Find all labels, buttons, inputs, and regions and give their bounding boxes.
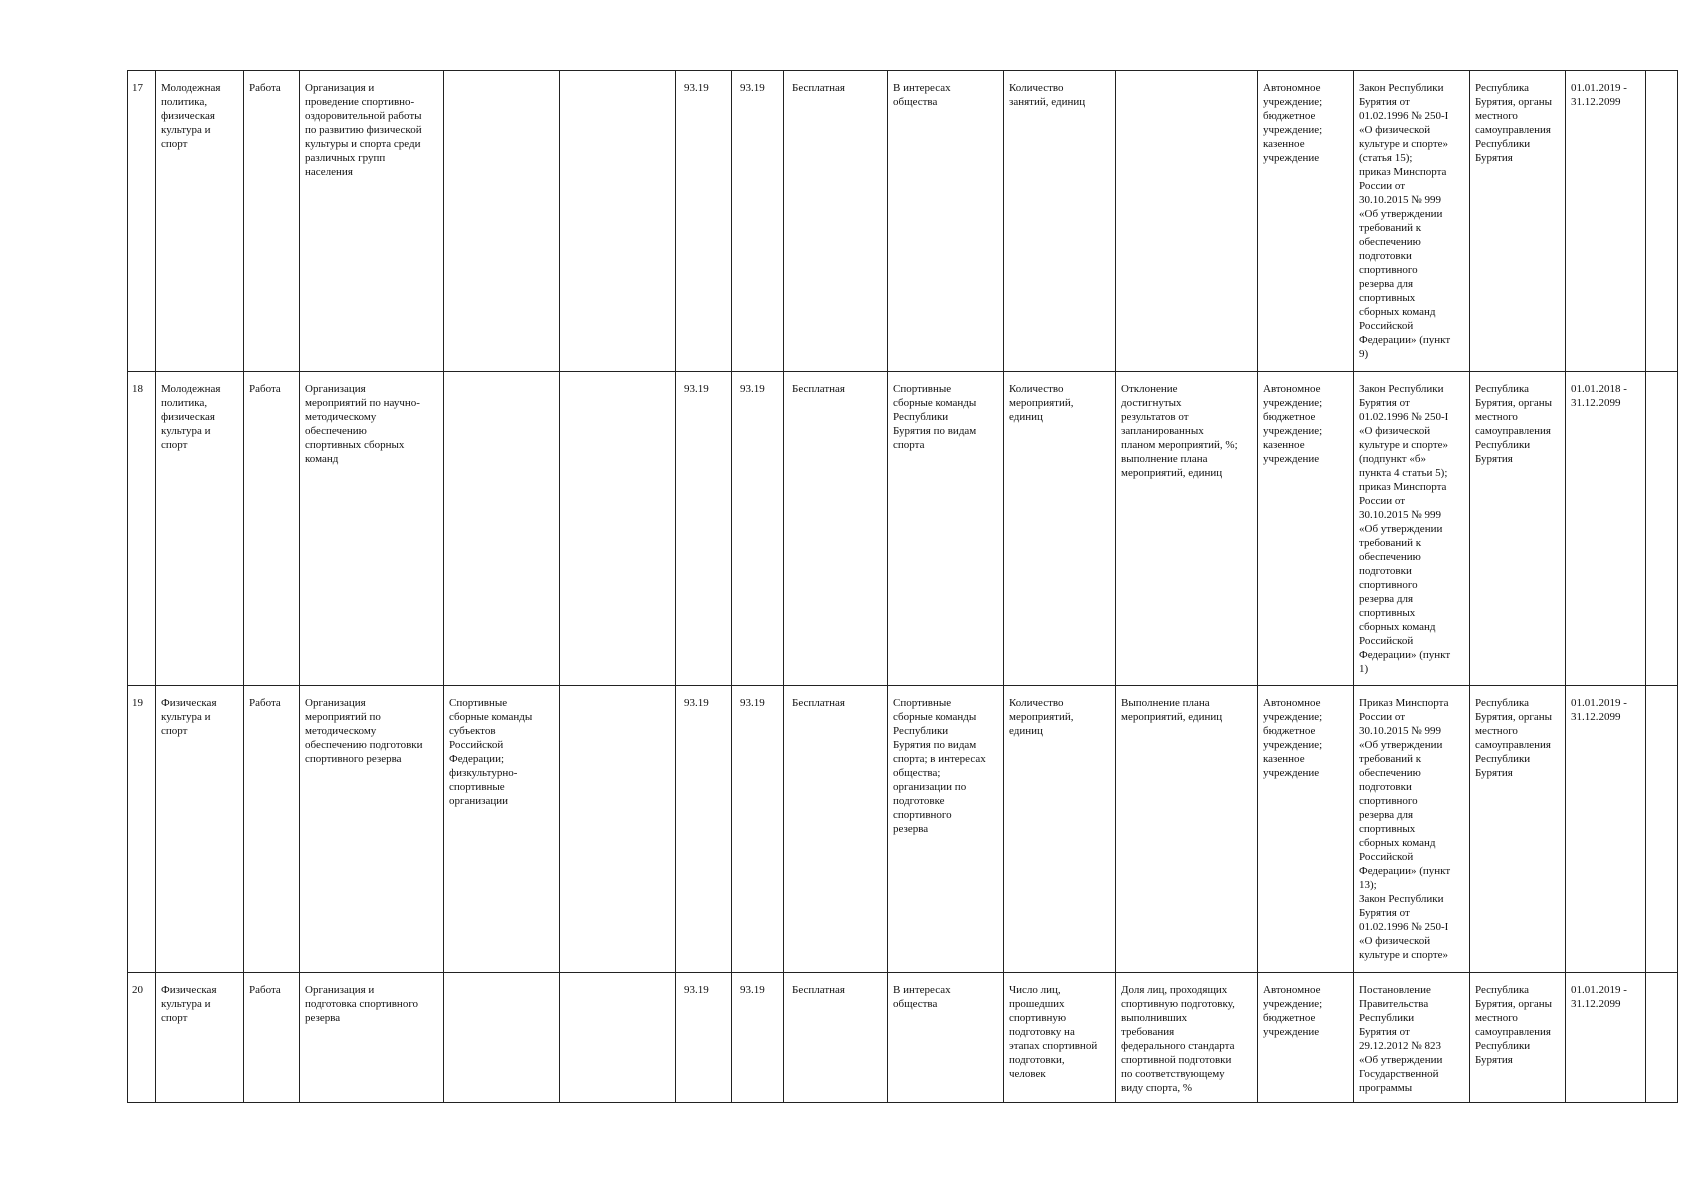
sphere-cell: Физическая культура и спорт: [156, 686, 244, 973]
authority-cell: Республика Бурятия, органы местного самоуправления Республики Бурятия: [1470, 686, 1566, 973]
consumers-cell: [444, 372, 560, 686]
extra-cell: [560, 686, 676, 973]
okved-code-cell: 93.19: [676, 973, 732, 1103]
period-cell: 01.01.2019 - 31.12.2099: [1566, 71, 1646, 372]
kind-cell: Работа: [244, 372, 300, 686]
period-cell: 01.01.2018 - 31.12.2099: [1566, 372, 1646, 686]
consumers-cell: [444, 973, 560, 1103]
last-cell: [1646, 973, 1678, 1103]
last-cell: [1646, 686, 1678, 973]
consumer-category-cell: Спортивные сборные команды Республики Бурятия по видам спорта: [888, 372, 1004, 686]
consumer-category-cell: Спортивные сборные команды Республики Бурятия по видам спорта; в интересах общества; организации по подготовке спортивного резерва: [888, 686, 1004, 973]
row-number: 18: [128, 372, 156, 686]
okved-code-cell-2: 93.19: [732, 686, 784, 973]
institution-type-cell: Автономное учреждение; бюджетное учреждение; казенное учреждение: [1258, 372, 1354, 686]
institution-type-cell: Автономное учреждение; бюджетное учреждение: [1258, 973, 1354, 1103]
institution-type-cell: Автономное учреждение; бюджетное учреждение; казенное учреждение: [1258, 71, 1354, 372]
extra-cell: [560, 973, 676, 1103]
row-number: 19: [128, 686, 156, 973]
volume-indicator-cell: Число лиц, прошедших спортивную подготовку на этапах спортивной подготовки, человек: [1004, 973, 1116, 1103]
table-row: [128, 71, 1678, 372]
okved-code-cell-2: 93.19: [732, 372, 784, 686]
period-cell: 01.01.2019 - 31.12.2099: [1566, 973, 1646, 1103]
extra-cell: [560, 71, 676, 372]
volume-indicator-cell: Количество мероприятий, единиц: [1004, 372, 1116, 686]
consumer-category-cell: В интересах общества: [888, 71, 1004, 372]
volume-indicator-cell: Количество занятий, единиц: [1004, 71, 1116, 372]
volume-indicator-cell: Количество мероприятий, единиц: [1004, 686, 1116, 973]
payment-cell: Бесплатная: [784, 686, 888, 973]
payment-cell: Бесплатная: [784, 372, 888, 686]
kind-cell: Работа: [244, 71, 300, 372]
row-number: 17: [128, 71, 156, 372]
consumers-cell: [444, 71, 560, 372]
consumer-category-cell: В интересах общества: [888, 973, 1004, 1103]
okved-code-cell: 93.19: [676, 372, 732, 686]
legal-basis-cell: Постановление Правительства Республики Бурятия от 29.12.2012 № 823 «Об утверждении Государственной программы: [1354, 973, 1470, 1103]
sphere-cell: Молодежная политика, физическая культура и спорт: [156, 372, 244, 686]
service-name-cell: Организация мероприятий по методическому обеспечению подготовки спортивного резерва: [300, 686, 444, 973]
okved-code-cell: 93.19: [676, 686, 732, 973]
legal-basis-cell: Закон Республики Бурятия от 01.02.1996 № 250-I «О физической культуре и спорте» (статья 15); приказ Минспорта России от 30.10.2015 № 999 «Об утверждении требований к обеспечению подготовки спортивного резерва для спортивных сборных команд Российской Федерации» (пункт 9): [1354, 71, 1470, 372]
institution-type-cell: Автономное учреждение; бюджетное учреждение; казенное учреждение: [1258, 686, 1354, 973]
extra-cell: [560, 372, 676, 686]
okved-code-cell: 93.19: [676, 71, 732, 372]
okved-code-cell-2: 93.19: [732, 71, 784, 372]
table-row: [128, 973, 1678, 1103]
service-name-cell: Организация мероприятий по научно- методическому обеспечению спортивных сборных команд: [300, 372, 444, 686]
legal-basis-cell: Закон Республики Бурятия от 01.02.1996 № 250-I «О физической культуре и спорте» (подпункт «б» пункта 4 статьи 5); приказ Минспорта России от 30.10.2015 № 999 «Об утверждении требований к обеспечению подготовки спортивного резерва для спортивных сборных команд Российской Федерации» (пункт 1): [1354, 372, 1470, 686]
authority-cell: Республика Бурятия, органы местного самоуправления Республики Бурятия: [1470, 973, 1566, 1103]
kind-cell: Работа: [244, 686, 300, 973]
last-cell: [1646, 71, 1678, 372]
authority-cell: Республика Бурятия, органы местного самоуправления Республики Бурятия: [1470, 372, 1566, 686]
authority-cell: Республика Бурятия, органы местного самоуправления Республики Бурятия: [1470, 71, 1566, 372]
okved-code-cell-2: 93.19: [732, 973, 784, 1103]
last-cell: [1646, 372, 1678, 686]
consumers-cell: Спортивные сборные команды субъектов Российской Федерации; физкультурно- спортивные организации: [444, 686, 560, 973]
quality-indicator-cell: Доля лиц, проходящих спортивную подготовку, выполнивших требования федерального стандарта спортивной подготовки по соответствующему виду спорта, %: [1116, 973, 1258, 1103]
quality-indicator-cell: [1116, 71, 1258, 372]
row-number: 20: [128, 973, 156, 1103]
table-row: [128, 372, 1678, 686]
sphere-cell: Физическая культура и спорт: [156, 973, 244, 1103]
service-name-cell: Организация и проведение спортивно- оздоровительной работы по развитию физической культуры и спорта среди различных групп населения: [300, 71, 444, 372]
legal-basis-cell: Приказ Минспорта России от 30.10.2015 № 999 «Об утверждении требований к обеспечению подготовки спортивного резерва для спортивных сборных команд Российской Федерации» (пункт 13); Закон Республики Бурятия от 01.02.1996 № 250-I «О физической культуре и спорте»: [1354, 686, 1470, 973]
service-name-cell: Организация и подготовка спортивного резерва: [300, 973, 444, 1103]
period-cell: 01.01.2019 - 31.12.2099: [1566, 686, 1646, 973]
table-row: [128, 686, 1678, 973]
quality-indicator-cell: Отклонение достигнутых результатов от запланированных планом мероприятий, %; выполнение плана мероприятий, единиц: [1116, 372, 1258, 686]
payment-cell: Бесплатная: [784, 71, 888, 372]
sphere-cell: Молодежная политика, физическая культура и спорт: [156, 71, 244, 372]
kind-cell: Работа: [244, 973, 300, 1103]
payment-cell: Бесплатная: [784, 973, 888, 1103]
quality-indicator-cell: Выполнение плана мероприятий, единиц: [1116, 686, 1258, 973]
registry-table: [127, 70, 1678, 1103]
